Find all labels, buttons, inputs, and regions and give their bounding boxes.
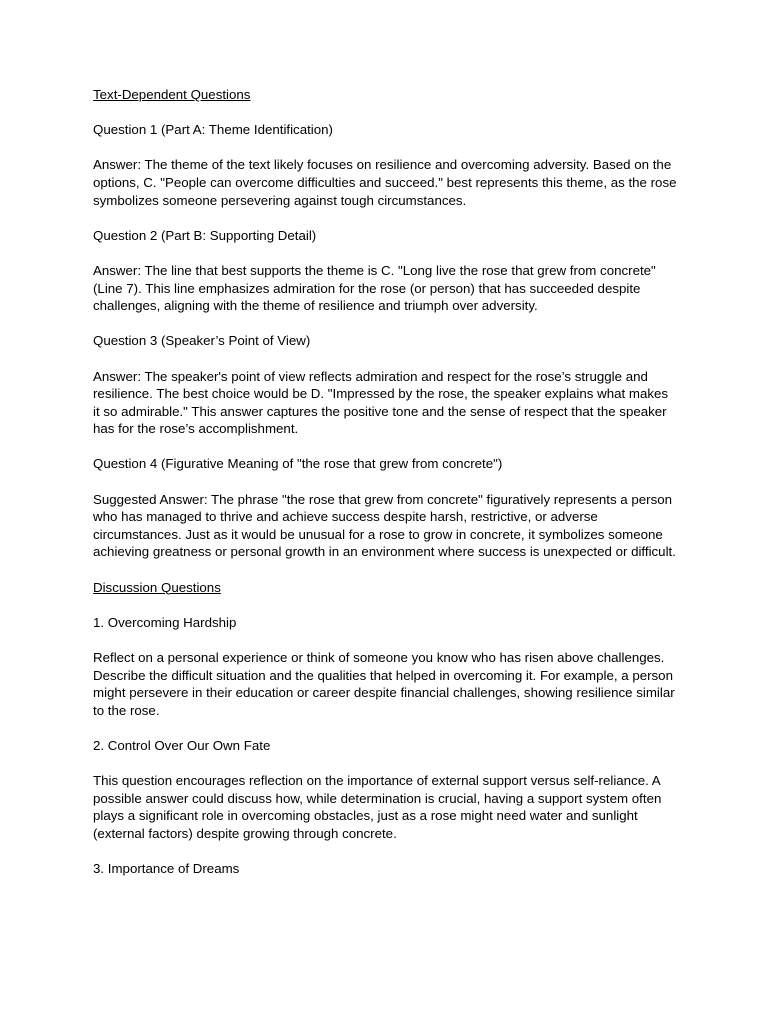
discussion-1-body: Reflect on a personal experience or think of someone you know who has risen above challenges. Describe the difficult situation and the qualities that helped in overcoming it. For example, a person might persevere in their education or career despite financial challenges, showing resilience similar to the rose.: [93, 650, 675, 718]
section-heading-discussion-questions: Discussion Questions: [93, 579, 221, 595]
question-1-title: Question 1 (Part A: Theme Identification): [93, 122, 333, 138]
question-3-title: Question 3 (Speaker’s Point of View): [93, 333, 311, 349]
question-2-title: Question 2 (Part B: Supporting Detail): [93, 227, 317, 243]
question-4-answer: Suggested Answer: The phrase "the rose that grew from concrete" figuratively represents a person who has managed to thrive and achieve success despite harsh, restrictive, or adverse circumstances. Just as it would be unusual for a rose to grow in concrete, it symbolizes someone achieving greatness or personal growth in an environment where success is unexpected or difficult.: [93, 491, 676, 560]
question-4-title: Question 4 (Figurative Meaning of "the rose that grew from concrete"): [93, 456, 503, 472]
question-1-answer: Answer: The theme of the text likely focuses on resilience and overcoming adversity. Based on the options, C. "People can overcome difficulties and succeed." best represents this theme, as the rose symbolizes someone persevering against tough circumstances.: [93, 157, 677, 208]
discussion-3-title: 3. Importance of Dreams: [93, 861, 240, 877]
discussion-2-body: This question encourages reflection on the importance of external support versus self-reliance. A possible answer could discuss how, while determination is crucial, having a support system often plays a significant role in overcoming obstacles, just as a rose might need water and sunlight (external factors) despite growing through concrete.: [93, 773, 662, 841]
document-page: [93, 86, 678, 895]
section-heading-text-dependent-questions: Text-Dependent Questions: [93, 87, 251, 102]
discussion-2-title: 2. Control Over Our Own Fate: [93, 737, 271, 753]
question-2-answer: Answer: The line that best supports the theme is C. "Long live the rose that grew from concrete" (Line 7). This line emphasizes admiration for the rose (or person) that has succeeded despite challenges, aligning with the theme of resilience and triumph over adversity.: [93, 262, 656, 314]
discussion-1-title: 1. Overcoming Hardship: [93, 614, 237, 630]
question-3-answer: Answer: The speaker's point of view reflects admiration and respect for the rose’s struggle and resilience. The best choice would be D. "Impressed by the rose, the speaker explains what makes it so admirable." This answer captures the positive tone and the sense of respect that the speaker has for the rose’s accomplishment.: [93, 368, 669, 437]
